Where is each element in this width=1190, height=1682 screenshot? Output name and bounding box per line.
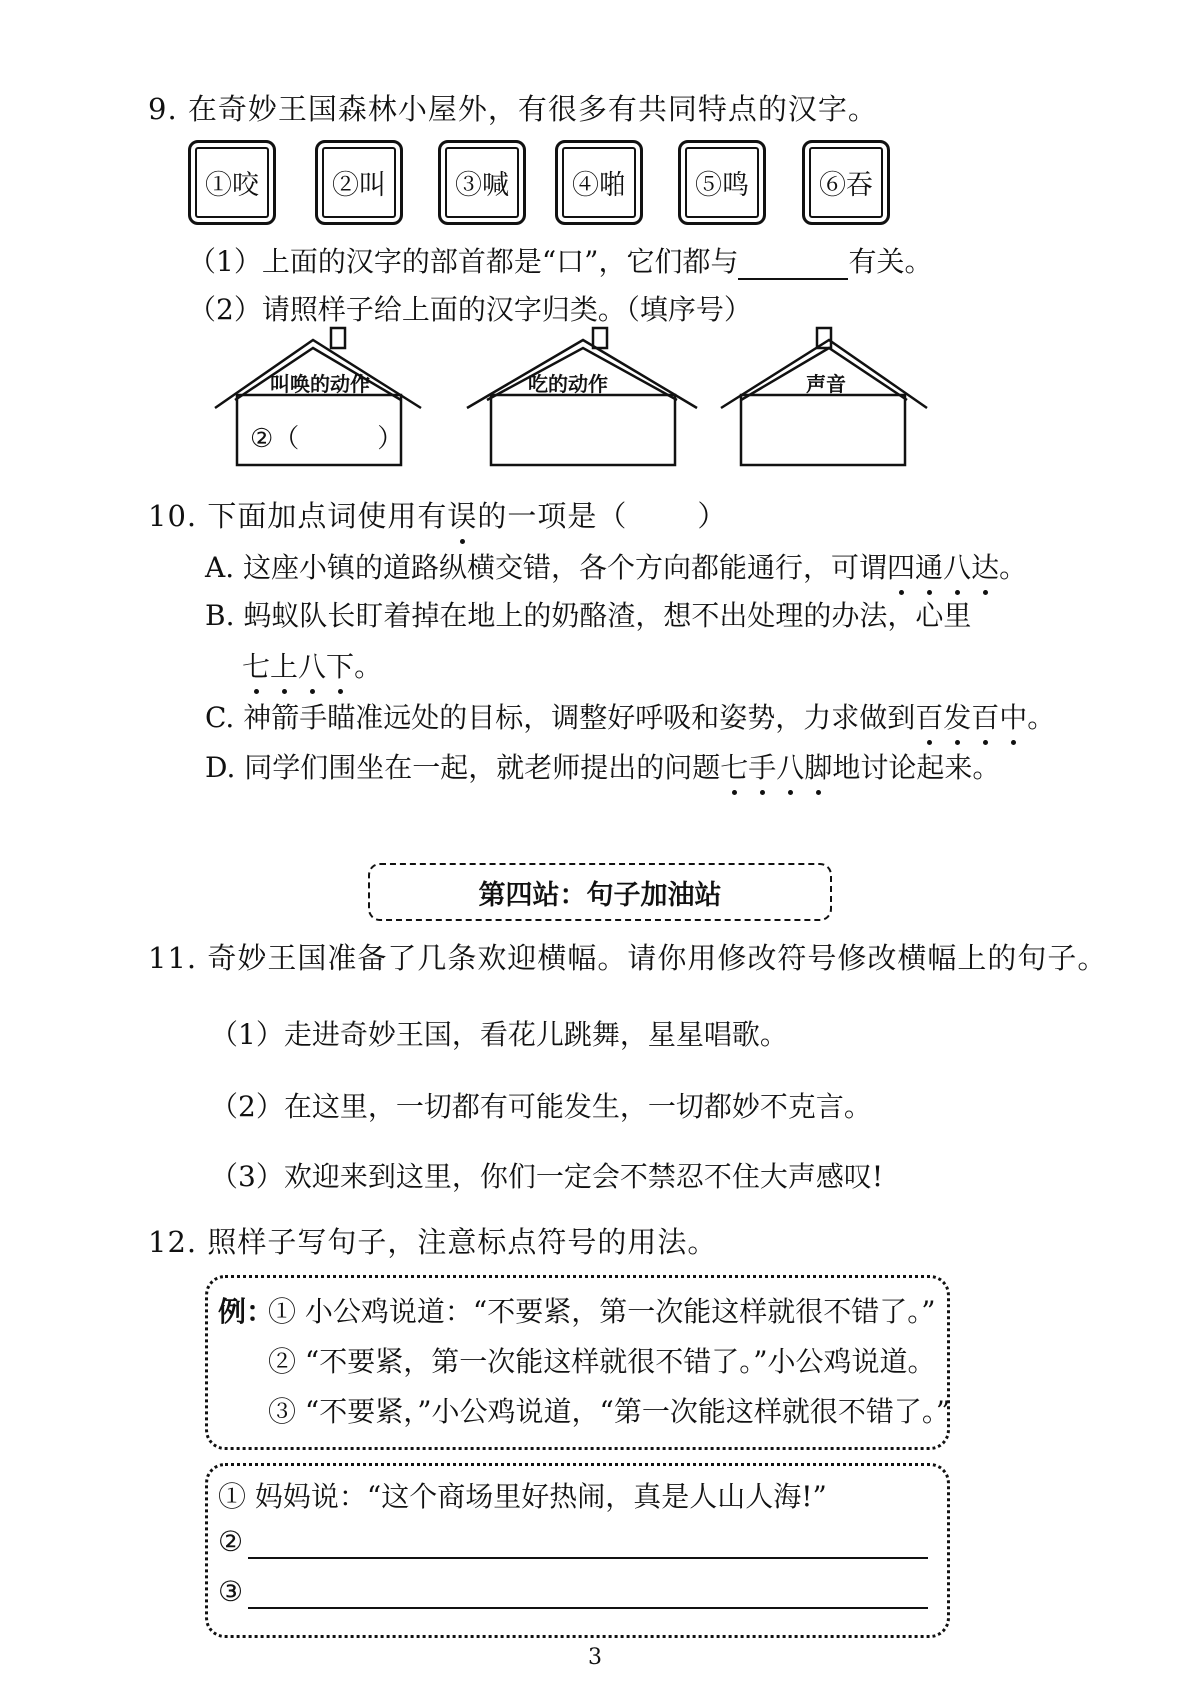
q10-option-a[interactable]	[205, 546, 1027, 586]
q11-item-3[interactable]: （3）欢迎来到这里，你们一定会不禁忍不住大声感叹!	[210, 1160, 884, 1193]
answer-1: ① 妈妈说：“这个商场里好热闹，真是人山人海!”	[218, 1480, 827, 1513]
house-2-label: 吃的动作	[528, 372, 608, 396]
option-text: A. 这座小镇的道路纵横交错，各个方向都能通行，可谓	[205, 551, 888, 584]
example-1: ① 小公鸡说道：“不要紧，第一次能这样就很不错了。”	[268, 1295, 936, 1328]
q10-title	[148, 494, 727, 535]
dotted-char: 脚	[804, 746, 832, 786]
q10-option-b-cont	[242, 645, 382, 685]
q9-title: 9. 在奇妙王国森林小屋外，有很多有共同特点的汉字。	[148, 92, 878, 126]
q9-sub1-text: （1）上面的汉字的部首都是“口”，它们都与	[188, 245, 739, 278]
q10-option-c[interactable]	[205, 696, 1055, 736]
page-number: 3	[588, 1645, 602, 1670]
house-1-answer[interactable]: ②（ ）	[250, 424, 404, 454]
dotted-char: 七	[720, 746, 748, 786]
dotted-char: 下	[326, 645, 354, 685]
char-label: ⑤鸣	[695, 170, 749, 201]
dotted-char: 手	[748, 746, 776, 786]
q9-sub1	[188, 240, 932, 280]
dotted-char: 八	[298, 645, 326, 685]
q10-option-d[interactable]	[205, 746, 1000, 786]
option-suffix: 地讨论起来。	[832, 751, 1001, 784]
char-label: ④啪	[572, 170, 626, 201]
dotted-char: 中	[999, 696, 1027, 736]
option-suffix: 。	[999, 551, 1028, 584]
answer-2-line[interactable]	[248, 1557, 928, 1559]
answer-3-line[interactable]	[248, 1607, 928, 1609]
q11-title: 11. 奇妙王国准备了几条欢迎横幅。请你用修改符号修改横幅上的句子。	[148, 941, 1108, 975]
char-box-1	[188, 140, 276, 225]
q10-title-suffix: 的一项是（	[477, 499, 628, 533]
char-label: ⑥吞	[819, 170, 873, 201]
house-3-label: 声音	[806, 372, 846, 396]
char-box-6	[802, 140, 890, 225]
dotted-char: 四	[887, 546, 915, 586]
dotted-char: 八	[943, 546, 971, 586]
dotted-char: 百	[971, 696, 999, 736]
char-box-3	[438, 140, 526, 225]
section-banner	[368, 863, 832, 921]
dotted-char: 通	[915, 546, 943, 586]
section-banner-text: 第四站：句子加油站	[478, 879, 722, 911]
char-box-5	[678, 140, 766, 225]
example-3: ③ “不要紧，”小公鸡说道，“第一次能这样就很不错了。”	[268, 1395, 951, 1428]
answer-3-mark: ③	[218, 1575, 244, 1608]
dotted-char: 误	[447, 494, 477, 535]
q11-item-1[interactable]: （1）走进奇妙王国，看花儿跳舞，星星唱歌。	[210, 1018, 788, 1051]
example-2: ② “不要紧，第一次能这样就很不错了。”小公鸡说道。	[268, 1345, 936, 1378]
option-text: D. 同学们围坐在一起，就老师提出的问题	[205, 751, 721, 784]
char-box-2	[315, 140, 403, 225]
char-label: ①咬	[205, 170, 259, 201]
example-label: 例：	[218, 1295, 275, 1328]
answer-blank[interactable]	[738, 250, 848, 280]
dotted-char: 八	[776, 746, 804, 786]
char-label: ③喊	[455, 170, 509, 201]
q10-option-b[interactable]: B. 蚂蚁队长盯着掉在地上的奶酪渣，想不出处理的办法，心里	[205, 599, 972, 632]
q12-title: 12. 照样子写句子，注意标点符号的用法。	[148, 1225, 718, 1259]
answer-2-mark: ②	[218, 1525, 244, 1558]
q9-sub1-suffix: 有关。	[848, 245, 933, 278]
option-suffix: 。	[354, 650, 383, 683]
q10-title-text: 10. 下面加点词使用有	[148, 499, 448, 533]
house-1-label: 叫唤的动作	[270, 372, 370, 396]
dotted-char: 百	[915, 696, 943, 736]
char-label: ②叫	[332, 170, 386, 201]
dotted-char: 上	[270, 645, 298, 685]
q10-title-end: ）	[697, 499, 728, 533]
char-box-4	[555, 140, 643, 225]
option-text: C. 神箭手瞄准远处的目标，调整好呼吸和姿势，力求做到	[205, 701, 916, 734]
dotted-char: 达	[971, 546, 999, 586]
q11-item-2[interactable]: （2）在这里，一切都有可能发生，一切都妙不克言。	[210, 1090, 872, 1123]
dotted-char: 七	[242, 645, 270, 685]
dotted-char: 发	[943, 696, 971, 736]
option-suffix: 。	[1027, 701, 1056, 734]
q9-sub2: （2）请照样子给上面的汉字归类。（填序号）	[188, 293, 752, 326]
